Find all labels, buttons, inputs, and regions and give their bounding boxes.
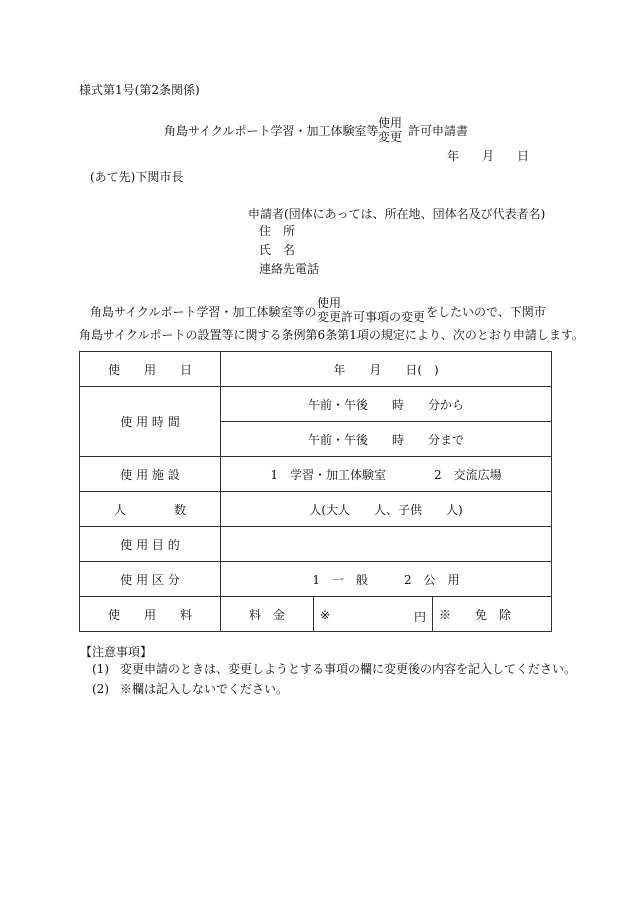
people-label: 人 数 (80, 492, 221, 527)
row-use-time-from (80, 387, 552, 422)
use-time-to[interactable]: 午前・午後 時 分まで (221, 422, 552, 457)
people-value[interactable]: 人(大人 人、子供 人) (221, 492, 552, 527)
fee-sub-label: 料 金 (221, 597, 314, 632)
title-prefix: 角島サイクルポート学習・加工体験室等 (164, 124, 379, 138)
applicant-name-label: 氏 名 (259, 243, 296, 257)
purpose-label: 使 用 目 的 (80, 527, 221, 562)
note-text: 変更申請のときは、変更しようとする事項の欄に変更後の内容を記入してください。 (120, 662, 577, 676)
row-fee (80, 597, 552, 632)
use-time-label: 使 用 時 間 (80, 387, 221, 457)
row-facility (80, 457, 552, 492)
purpose-value[interactable] (221, 527, 552, 562)
title-option-change: 変更 (378, 130, 403, 144)
applicant-address-label: 住 所 (259, 224, 296, 238)
note-number: (1) (92, 662, 109, 676)
category-value[interactable]: 1 一 般 2 公 用 (221, 562, 552, 597)
application-table (79, 351, 552, 632)
title-option-stack (378, 116, 402, 144)
note-item-2 (92, 680, 288, 697)
use-time-from[interactable]: 午前・午後 時 分から (221, 387, 552, 422)
applicant-heading: 申請者(団体にあっては、所在地、団体名及び代表者名) (248, 207, 546, 221)
body-line1-post: をしたいので、下関市 (426, 305, 546, 319)
body-option-stack (317, 296, 425, 324)
applicant-phone-label: 連絡先電話 (259, 262, 320, 276)
date-month: 月 (482, 149, 495, 163)
fee-unit: 円 (413, 610, 426, 624)
date-day: 日 (517, 149, 530, 163)
use-date-value[interactable]: 年 月 日( ) (221, 352, 552, 387)
use-date-label: 使 用 日 (80, 352, 221, 387)
title-option-use: 使用 (378, 116, 403, 130)
facility-value[interactable]: 1 学習・加工体験室 2 交流広場 (221, 457, 552, 492)
fee-mark: ※ (320, 608, 331, 622)
body-line1-pre: 角島サイクルポート学習・加工体験室等の (90, 305, 317, 319)
row-category (80, 562, 552, 597)
title-suffix: 許可申請書 (408, 124, 469, 138)
fee-label: 使 用 料 (80, 597, 221, 632)
note-text: ※欄は記入しないでください。 (120, 682, 289, 696)
row-people (80, 492, 552, 527)
row-use-date (80, 352, 552, 387)
body-line2: 角島サイクルポートの設置等に関する条例第6条第1項の規定により、次のとおり申請します。 (79, 328, 584, 342)
category-label: 使 用 区 分 (80, 562, 221, 597)
form-number: 様式第1号(第2条関係) (79, 83, 200, 97)
body-option-change: 変更許可事項の変更 (317, 310, 426, 324)
body-option-use: 使用 (317, 296, 342, 310)
date-year: 年 (447, 149, 460, 163)
note-item-1 (92, 660, 576, 677)
facility-label: 使 用 施 設 (80, 457, 221, 492)
row-purpose (80, 527, 552, 562)
note-number: (2) (92, 682, 109, 696)
fee-amount-cell (314, 597, 433, 632)
fee-exempt: ※ 免 除 (433, 597, 552, 632)
addressee: (あて先)下関市長 (90, 170, 184, 184)
notes-heading: 【注意事項】 (80, 645, 153, 659)
